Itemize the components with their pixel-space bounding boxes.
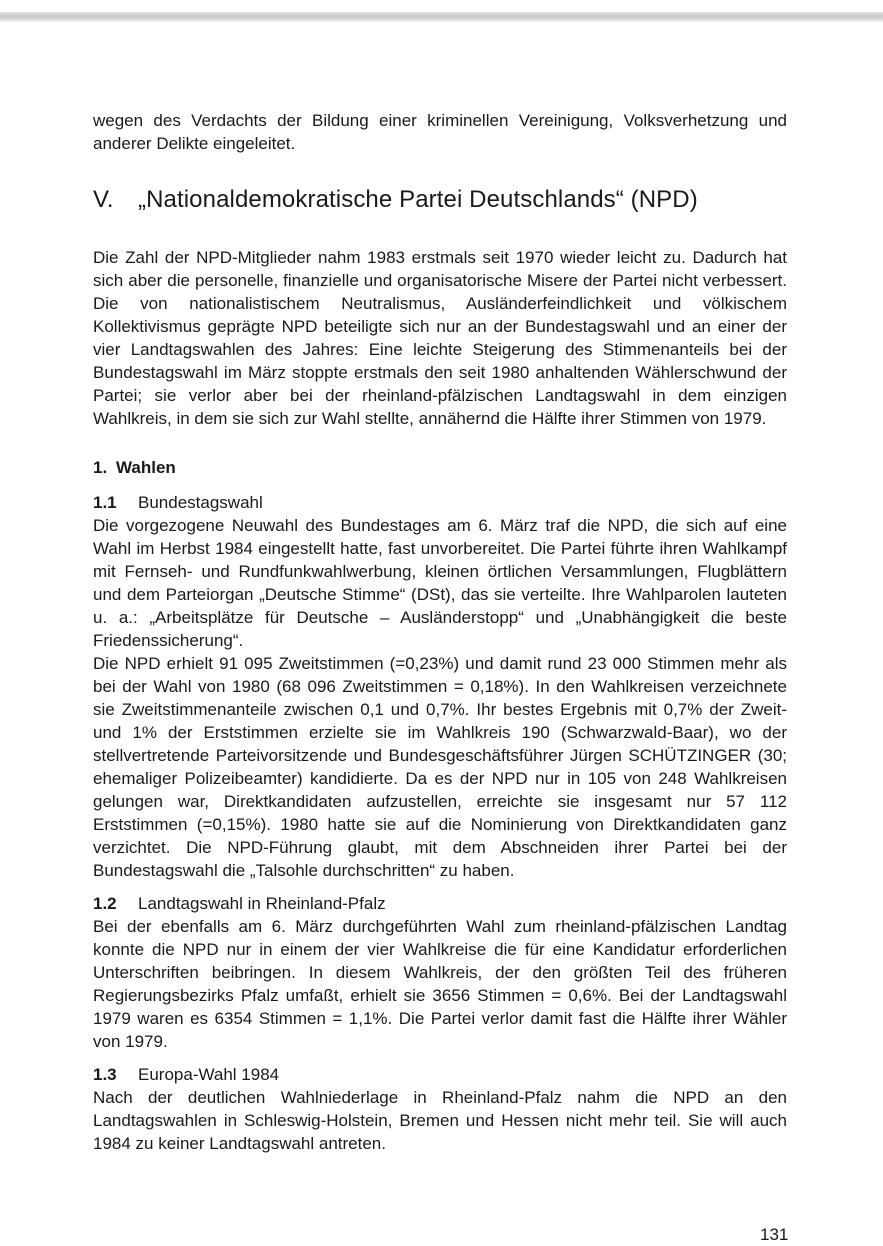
page-content [93,109,787,1155]
section-number: 1. [93,458,108,477]
section-heading-wahlen [93,456,787,479]
bundestagswahl-paragraph-1: Die vorgezogene Neuwahl des Bundestages am 6. März traf die NPD, die sich auf eine Wahl im Herbst 1984 eingestellt hatte, fast unvorbereitet. Die Partei führte ihren Wahlkampf mit Fernseh- und Rundfunkwahlwerbung, kleinen örtlichen Versammlungen, Flugblättern und dem Parteiorgan „Deutsche Stimme“ (DSt), das sie verteilte. Ihre Wahlparolen lauteten u. a.: „Arbeitsplätze für Deutsche – Ausländerstopp“ und „Unabhängigkeit die beste Friedenssicherung“. [93,516,787,650]
page-number: 131 [760,1225,789,1244]
chapter-title: „Nationaldemokratische Partei Deutschlands“ (NPD) [138,186,698,213]
subheading-number: 1.2 [93,894,117,913]
subheading-bundestagswahl [93,491,787,514]
scan-edge-shadow [0,12,883,22]
lead-paragraph: Die Zahl der NPD-Mitglieder nahm 1983 erstmals seit 1970 wieder leicht zu. Dadurch hat sich aber die personelle, finanzielle und organisatorische Misere der Partei nicht verbessert. Die von nationalistischem Neutralismus, Ausländerfeindlichkeit und völkischem Kollektivismus geprägte NPD beteiligte sich nur an der Bundestagswahl und an einer der vier Landtagswahlen des Jahres: Eine leichte Steigerung des Stimmenanteils bei der Bundestagswahl im März stoppte erstmals den seit 1980 anhaltenden Wählerschwund der Partei; sie verlor aber bei der rheinland-pfälzischen Landtagswahl in dem einzigen Wahlkreis, in dem sie sich zur Wahl stellte, annähernd die Hälfte ihrer Stimmen von 1979. [93,248,787,428]
subheading-title: Bundestagswahl [138,493,263,512]
subheading-title: Landtagswahl in Rheinland-Pfalz [138,894,386,913]
europawahl-paragraph: Nach der deutlichen Wahlniederlage in Rheinland-Pfalz nahm die NPD an den Landtagswahlen in Schleswig-Holstein, Bremen und Hessen nicht mehr teil. Sie will auch 1984 zu keiner Landtagswahl antreten. [93,1088,787,1153]
section-title: Wahlen [116,458,176,477]
intro-paragraph: wegen des Verdachts der Bildung einer kriminellen Vereinigung, Volksverhetzung und anderer Delikte eingeleitet. [93,111,787,153]
bundestagswahl-paragraph-2: Die NPD erhielt 91 095 Zweitstimmen (=0,23%) und damit rund 23 000 Stimmen mehr als bei der Wahl von 1980 (68 096 Zweitstimmen = 0,18%). In den Wahlkreisen verzeichnete sie Zweitstimmenanteile zwischen 0,1 und 0,7%. Ihr bestes Ergebnis mit 0,7% der Zweit- und 1% der Erststimmen erzielte sie im Wahlkreis 190 (Schwarzwald-Baar), wo der stellvertretende Parteivorsitzende und Bundesgeschäftsführer Jürgen SCHÜTZINGER (30; ehemaliger Polizeibeamter) kandidierte. Da es der NPD nur in 105 von 248 Wahlkreisen gelungen war, Direktkandidaten aufzustellen, erreichte sie insgesamt nur 57 112 Erststimmen (=0,15%). 1980 hatte sie auf die Nominierung von Direktkandidaten ganz verzichtet. Die NPD-Führung glaubt, mit dem Abschneiden ihrer Partei bei der Bundestagswahl die „Talsohle durchschritten“ zu haben. [93,654,787,880]
subheading-landtagswahl [93,892,787,915]
subheading-title: Europa-Wahl 1984 [138,1065,280,1084]
chapter-heading [93,185,787,215]
subheading-number: 1.1 [93,493,117,512]
subheading-number: 1.3 [93,1065,117,1084]
subheading-europawahl [93,1063,787,1086]
landtagswahl-paragraph: Bei der ebenfalls am 6. März durchgeführten Wahl zum rheinland-pfälzischen Landtag konnte die NPD nur in einem der vier Wahlkreise die für eine Kandidatur erforderlichen Unterschriften beibringen. In diesem Wahlkreis, der den größten Teil des früheren Regierungsbezirks Pfalz umfaßt, erhielt sie 3656 Stimmen = 0,6%. Bei der Landtagswahl 1979 waren es 6354 Stimmen = 1,1%. Die Partei verlor damit fast die Hälfte ihrer Wähler von 1979. [93,917,787,1051]
chapter-number: V. [93,186,114,213]
